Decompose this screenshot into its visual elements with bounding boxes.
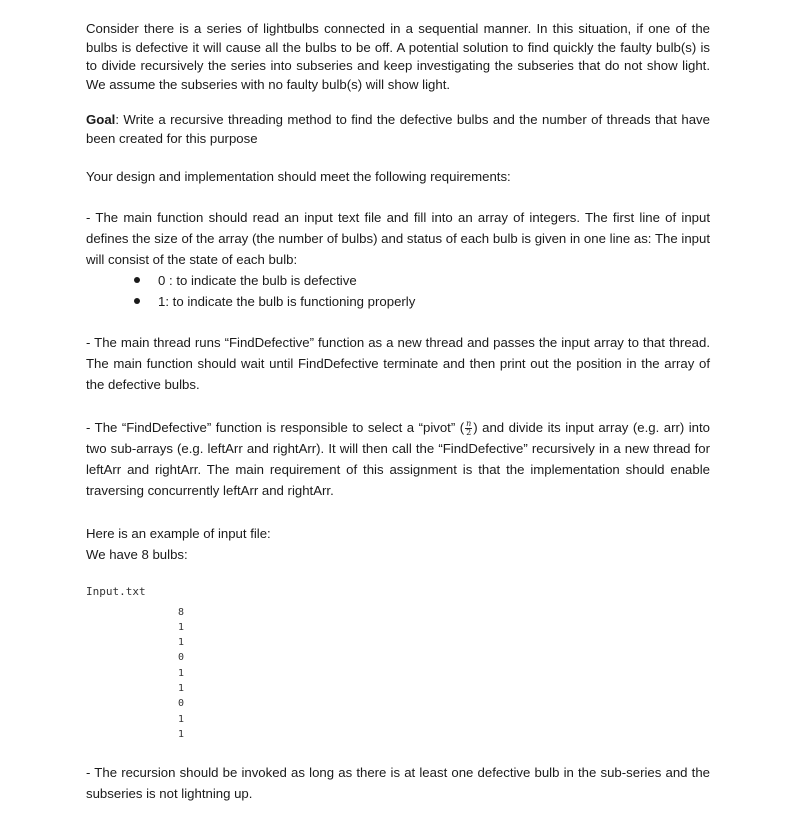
bulb-state-list [86, 270, 710, 312]
input-file-values [178, 605, 710, 743]
input-value: 0 [178, 698, 185, 710]
input-file-name: Input.txt [86, 584, 146, 598]
input-value: 0 [178, 652, 185, 664]
input-value: 1 [178, 713, 185, 725]
input-value: 1 [178, 667, 185, 679]
bullet-icon [134, 298, 140, 304]
bullet-icon [134, 277, 140, 283]
input-value: 1 [178, 621, 185, 633]
bulb-state-item: 1: to indicate the bulb is functioning properly [134, 291, 710, 312]
pivot-fraction: $\frac{n}{2}$ [466, 418, 472, 437]
goal-paragraph [86, 111, 710, 148]
input-value: 1 [178, 682, 185, 694]
requirement-main-thread: - The main thread runs “FindDefective” function as a new thread and passes the input array to that thread. The main function should wait until FindDefective terminate and then print out the position in the array of the defective bulbs. [86, 334, 710, 392]
input-file-example [86, 585, 710, 743]
requirement-find-defective: - The “FindDefective” function is responsible to select a “pivot” ( $\frac{n}{2}$ ) and divide its input array (e.g. arr) into two sub-arrays (e.g. leftArr and rightArr). It will then call the “FindDefective” recursively in a new thread for leftArr and rightArr. The main requirement of this assignment is that the implementation should enable traversing concurrently leftArr and rightArr. [86, 418, 710, 498]
requirements-intro: Your design and implementation should meet the following requirements: [86, 169, 511, 184]
intro-paragraph: Consider there is a series of lightbulbs connected in a sequential manner. In this situation, if one of the bulbs is defective it will cause all the bulbs to be off. A potential solution to find quickly the faulty bulb(s) is to divide recursively the series into subseries and keep investigating the subseries that do not show light. We assume the subseries with no faulty bulb(s) will show light. [86, 21, 710, 92]
bulb-state-item: 0 : to indicate the bulb is defective [134, 270, 710, 291]
goal-label: Goal [86, 112, 116, 127]
document-page [86, 20, 710, 804]
requirement-input-file: - The main function should read an input text file and fill into an array of integers. The first line of input defines the size of the array (the number of bulbs) and status of each bulb is given in one line as: The input will consist of the state of each bulb: [86, 209, 710, 267]
goal-text: : Write a recursive threading method to find the defective bulbs and the number of threads that have been created for this purpose [86, 112, 710, 146]
input-value: 8 [178, 606, 185, 618]
input-value: 1 [178, 637, 185, 649]
example-intro: Here is an example of input file: [86, 525, 271, 541]
example-count: We have 8 bulbs: [86, 546, 188, 562]
requirement-recursion: - The recursion should be invoked as long as there is at least one defective bulb in the sub-series and the subseries is not lightning up. [86, 765, 710, 802]
input-value: 1 [178, 728, 185, 740]
